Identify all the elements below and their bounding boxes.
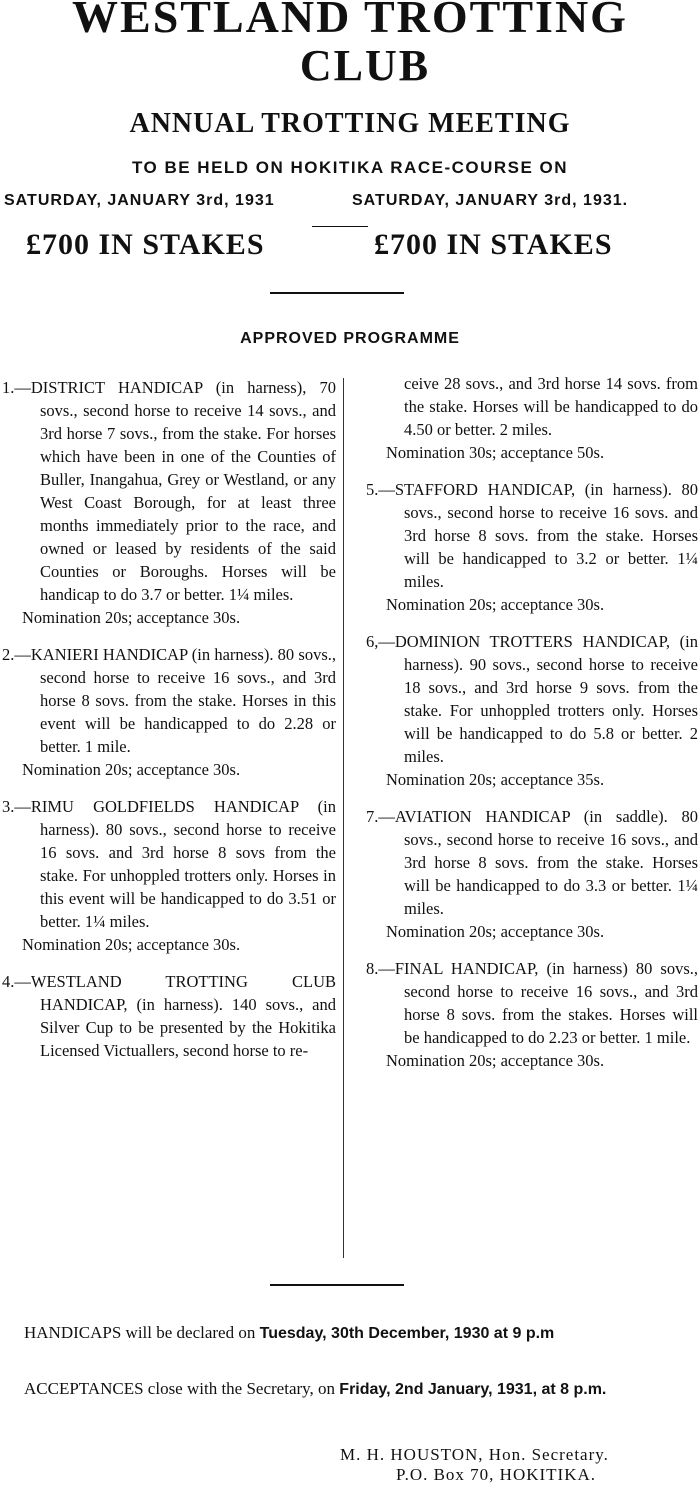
- handicaps-notice: [24, 1322, 700, 1345]
- race-nomination: Nomination 20s; acceptance 35s.: [386, 770, 605, 789]
- footer-divider: [270, 1284, 404, 1286]
- race-text: 6,—DOMINION TROTTERS HANDICAP, (in harness). 90 sovs., second horse to receive 18 sovs., and 3rd horse 9 sovs. from the stake. For unhoppled trotters only. Horses will be handicapped to do 5.8 or better. 2 miles.: [366, 632, 698, 766]
- race-3: [2, 795, 336, 956]
- race-text: 3.—RIMU GOLDFIELDS HANDICAP (in harness). 80 sovs., second horse to receive 16 sovs. and 3rd horse 8 sovs from the stake. For unhoppled trotters only. Horses in this event will be handicapped to do 3.51 or better. 1¼ miles.: [2, 797, 336, 931]
- venue-line: TO BE HELD ON HOKITIKA RACE-COURSE ON: [131, 158, 569, 177]
- races-left-column: [2, 376, 336, 1076]
- title-line-1: WESTLAND TROTTING: [72, 0, 628, 42]
- race-7: [366, 805, 698, 943]
- programme-heading: APPROVED PROGRAMME: [240, 330, 460, 347]
- race-5: [366, 478, 698, 616]
- acceptances-date: Friday, 2nd January, 1931, at 8 p.m.: [339, 1381, 607, 1398]
- stakes-right: £700 IN STAKES: [374, 228, 613, 261]
- race-6: [366, 630, 698, 791]
- race-1: [2, 376, 336, 629]
- header-divider: [270, 292, 404, 294]
- race-nomination: Nomination 20s; acceptance 30s.: [22, 608, 241, 627]
- date-left: SATURDAY, JANUARY 3rd, 1931: [4, 192, 275, 209]
- race-2: [2, 643, 336, 781]
- race-text: 4.—WESTLAND TROTTING CLUB HANDICAP, (in harness). 140 sovs., and Silver Cup to be presented by the Hokitika Licensed Victuallers, second horse to re-: [2, 972, 336, 1060]
- race-nomination: Nomination 20s; acceptance 30s.: [386, 595, 605, 614]
- signature-name: M. H. HOUSTON, Hon. Secretary.: [340, 1445, 609, 1464]
- column-divider: [343, 378, 344, 1258]
- race-8: [366, 957, 698, 1072]
- race-text: 5.—STAFFORD HANDICAP, (in harness). 80 sovs., second horse to receive 16 sovs. and 3rd horse 8 sovs. from the stake. Horses will be handicapped to 3.2 or better. 1¼ miles.: [366, 480, 698, 591]
- handicaps-text: HANDICAPS will be declared on: [24, 1323, 256, 1342]
- race-nomination: Nomination 30s; acceptance 50s.: [386, 443, 605, 462]
- race-4-continued: [366, 372, 698, 464]
- race-text: 2.—KANIERI HANDICAP (in harness). 80 sovs., second horse to receive 16 sovs., and 3rd horse 8 sovs. from the stake. Horses in this event will be handicapped to do 2.28 or better. 1 mile.: [2, 645, 336, 756]
- race-text: 1.—DISTRICT HANDICAP (in harness), 70 sovs., second horse to receive 14 sovs., and 3rd horse 7 sovs., from the stake. For horses which have been in one of the Counties of Buller, Inangahua, Grey or Westland, or any West Coast Borough, for at least three months immediately prior to the race, and owned or leased by residents of the said Counties or Boroughs. Horses will be handicap to do 3.7 or better. 1¼ miles.: [2, 378, 336, 604]
- race-nomination: Nomination 20s; acceptance 30s.: [386, 1051, 605, 1070]
- signature-address: P.O. Box 70, HOKITIKA.: [396, 1465, 597, 1484]
- race-4: [2, 970, 336, 1062]
- race-nomination: Nomination 20s; acceptance 30s.: [22, 935, 241, 954]
- acceptances-text: ACCEPTANCES close with the Secretary, on: [24, 1379, 336, 1398]
- date-divider: [312, 226, 368, 227]
- race-text: 7.—AVIATION HANDICAP (in saddle). 80 sovs., second horse to receive 16 sovs., and 3rd horse 8 sovs. from the stake. Horses will be handicapped to do 3.3 or better. 1¼ miles.: [366, 807, 698, 918]
- race-nomination: Nomination 20s; acceptance 30s.: [386, 922, 605, 941]
- subtitle: ANNUAL TROTTING MEETING: [129, 108, 571, 139]
- title-line-2: CLUB: [299, 41, 431, 90]
- race-nomination: Nomination 20s; acceptance 30s.: [22, 760, 241, 779]
- race-text: 8.—FINAL HANDICAP, (in harness) 80 sovs., second horse to receive 16 sovs., and 3rd horse 8 sovs. from the stakes. Horses will be handicapped to do 2.23 or better. 1 mile.: [366, 959, 698, 1047]
- races-right-column: [366, 372, 698, 1086]
- stakes-left: £700 IN STAKES: [26, 228, 265, 261]
- acceptances-notice: [24, 1378, 700, 1401]
- date-right: SATURDAY, JANUARY 3rd, 1931.: [352, 192, 629, 209]
- handicaps-date: Tuesday, 30th December, 1930 at 9 p.m: [259, 1325, 555, 1342]
- race-text: ceive 28 sovs., and 3rd horse 14 sovs. from the stake. Horses will be handicapped to do 4.50 or better. 2 miles.: [404, 374, 698, 439]
